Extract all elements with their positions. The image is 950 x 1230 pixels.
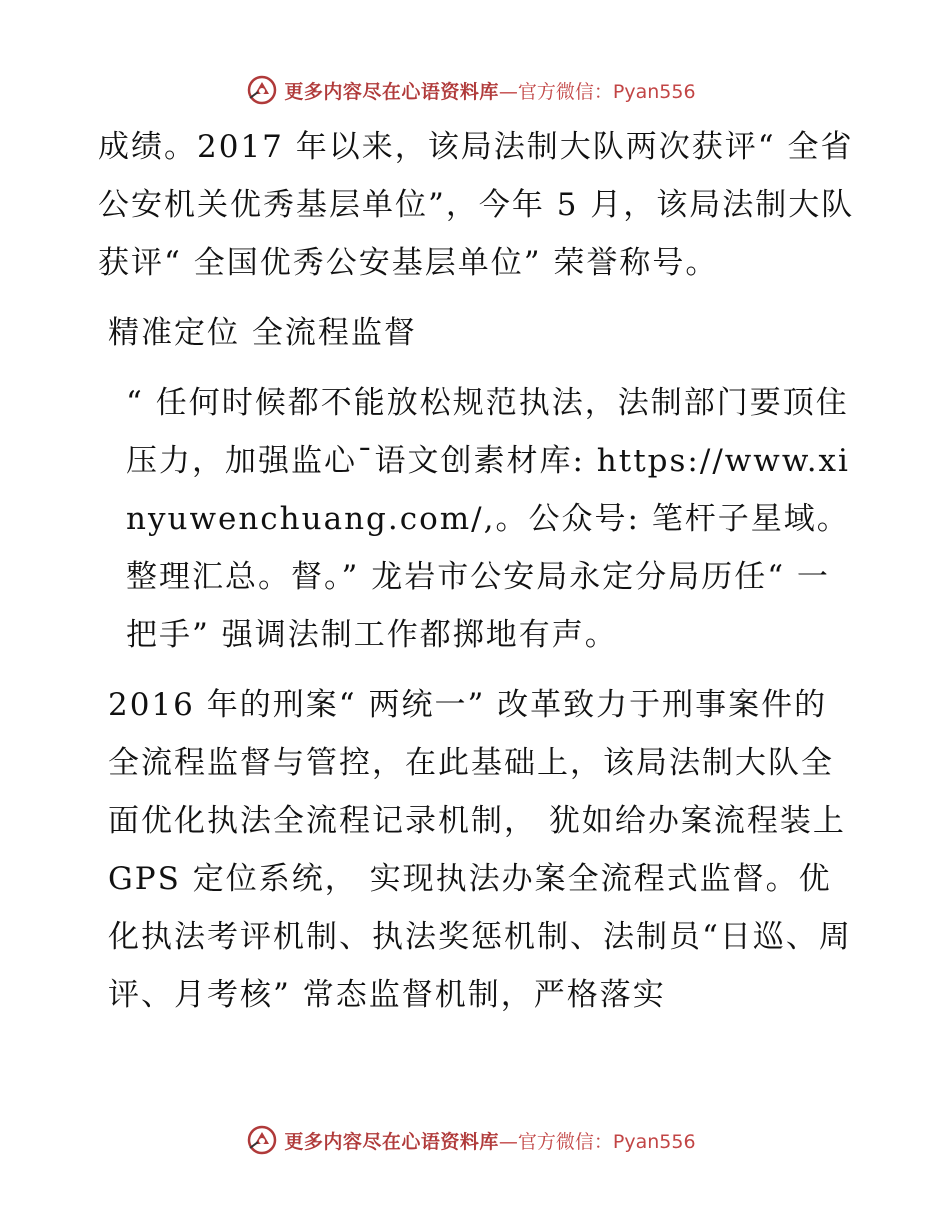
footer-banner	[0, 1120, 950, 1160]
document-body	[98, 118, 858, 1036]
paragraph: “ 任何时候都不能放松规范执法，法制部门要顶住压力，加强监心¯语文创素材库: https://www.xinyuwenchuang.com/,。公众号: 笔杆子星域。整理汇总。督。” 龙岩市公安局永定分局历任“ 一把手” 强调法制工作都掷地有声。	[126, 385, 850, 653]
seal-logo-icon	[246, 74, 278, 106]
header-banner-sub: —官方微信：Pyan556	[498, 80, 696, 103]
footer-banner-text: 更多内容尽在心语资料库	[284, 1130, 499, 1153]
header-banner	[0, 70, 950, 110]
paragraph: 成绩。2017 年以来，该局法制大队两次获评“ 全省公安机关优秀基层单位”，今年 5 月，该局法制大队获评“ 全国优秀公安基层单位” 荣誉称号。	[98, 129, 855, 281]
footer-banner-sub: —官方微信：Pyan556	[498, 1130, 696, 1153]
section-heading: 精准定位 全流程监督	[108, 315, 417, 351]
header-banner-text: 更多内容尽在心语资料库	[284, 80, 499, 103]
seal-logo-icon	[246, 1124, 278, 1156]
paragraph: 2016 年的刑案“ 两统一” 改革致力于刑事案件的全流程监督与管控，在此基础上，该局法制大队全面优化执法全流程记录机制， 犹如给办案流程装上 GPS 定位系统， 实现执法办案全流程式监督。优化执法考评机制、执法奖惩机制、法制员“日巡、周评、月考核” 常态监督机制，严格落实	[108, 687, 852, 1013]
